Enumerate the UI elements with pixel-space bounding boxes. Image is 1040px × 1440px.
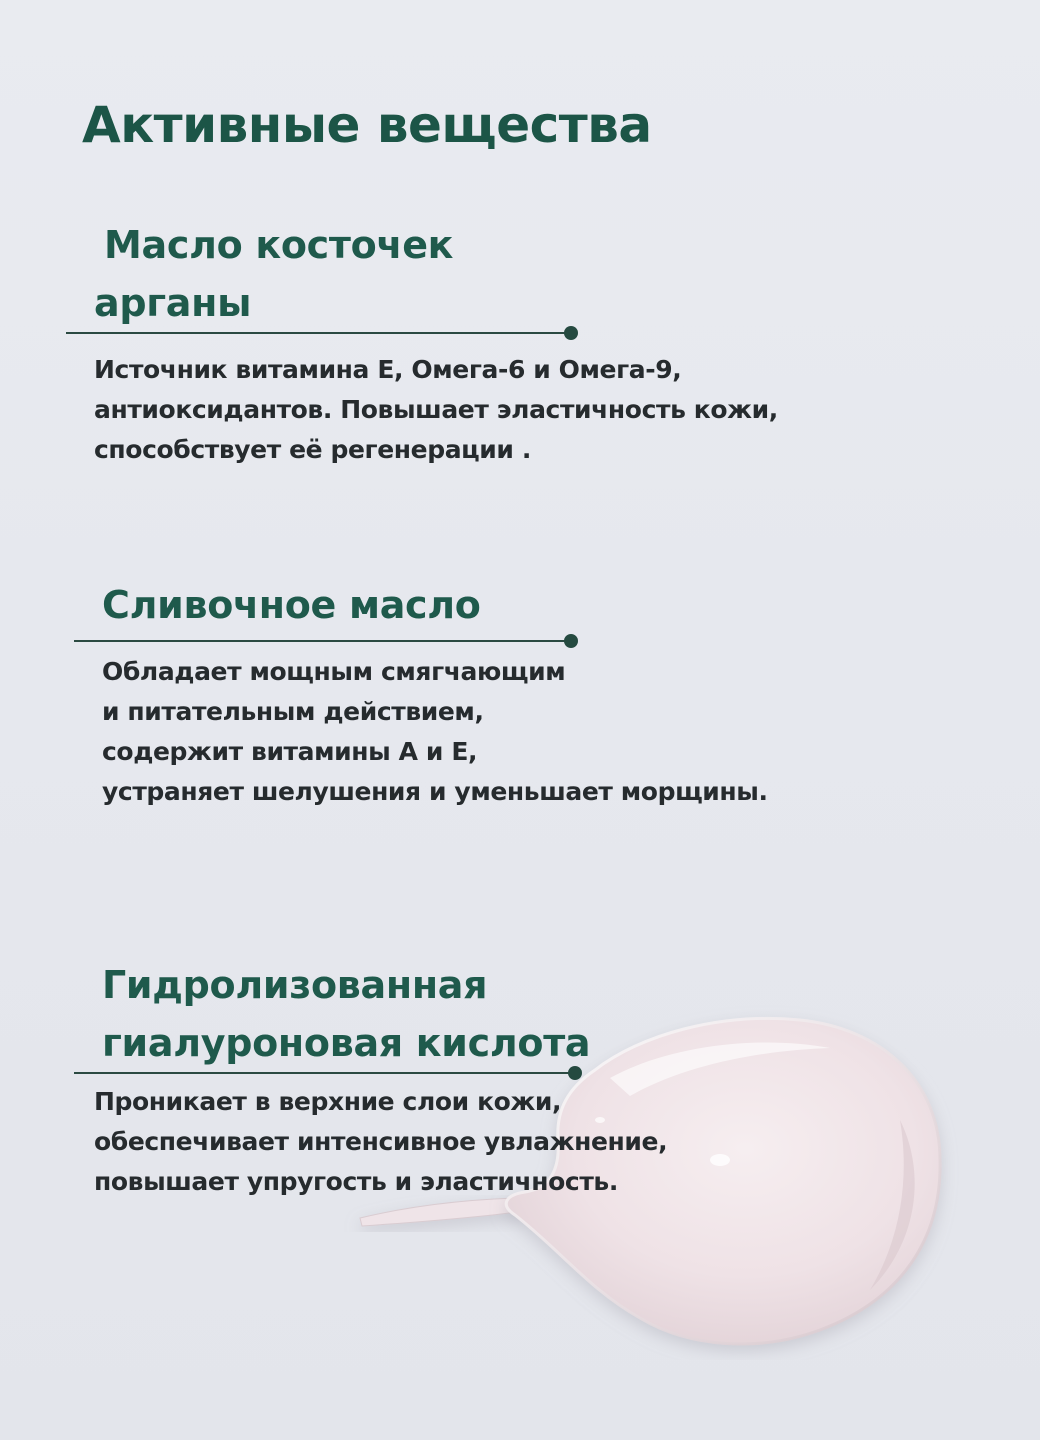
description-line: обеспечивает интенсивное увлажнение,: [94, 1127, 668, 1156]
section-divider: [74, 640, 572, 642]
heading-line: Сливочное масло: [102, 583, 481, 627]
description-line: Источник витамина Е, Омега-6 и Омега-9,: [94, 355, 682, 384]
page-title: Активные вещества: [82, 96, 652, 154]
section-divider: [66, 332, 572, 334]
heading-line: Масло косточек: [104, 223, 454, 267]
ingredient-heading: [102, 576, 481, 634]
heading-line: арганы: [94, 281, 252, 325]
ingredient-heading: [102, 956, 590, 1072]
ingredient-description: [94, 350, 778, 470]
description-line: способствует её регенерации .: [94, 435, 531, 464]
section-divider: [74, 1072, 576, 1074]
ingredient-heading: [94, 216, 454, 332]
divider-dot-icon: [564, 634, 578, 648]
heading-line: гиалуроновая кислота: [102, 1021, 591, 1065]
divider-dot-icon: [564, 326, 578, 340]
divider-dot-icon: [568, 1066, 582, 1080]
description-line: содержит витамины А и Е,: [102, 737, 478, 766]
description-line: Проникает в верхние слои кожи,: [94, 1087, 562, 1116]
description-line: Обладает мощным смягчающим: [102, 657, 566, 686]
description-line: антиоксидантов. Повышает эластичность кожи,: [94, 395, 778, 424]
heading-line: Гидролизованная: [102, 963, 488, 1007]
ingredient-description: [94, 1082, 667, 1202]
description-line: устраняет шелушения и уменьшает морщины.: [102, 777, 768, 806]
description-line: и питательным действием,: [102, 697, 484, 726]
description-line: повышает упругость и эластичность.: [94, 1167, 618, 1196]
ingredient-description: [102, 652, 768, 812]
